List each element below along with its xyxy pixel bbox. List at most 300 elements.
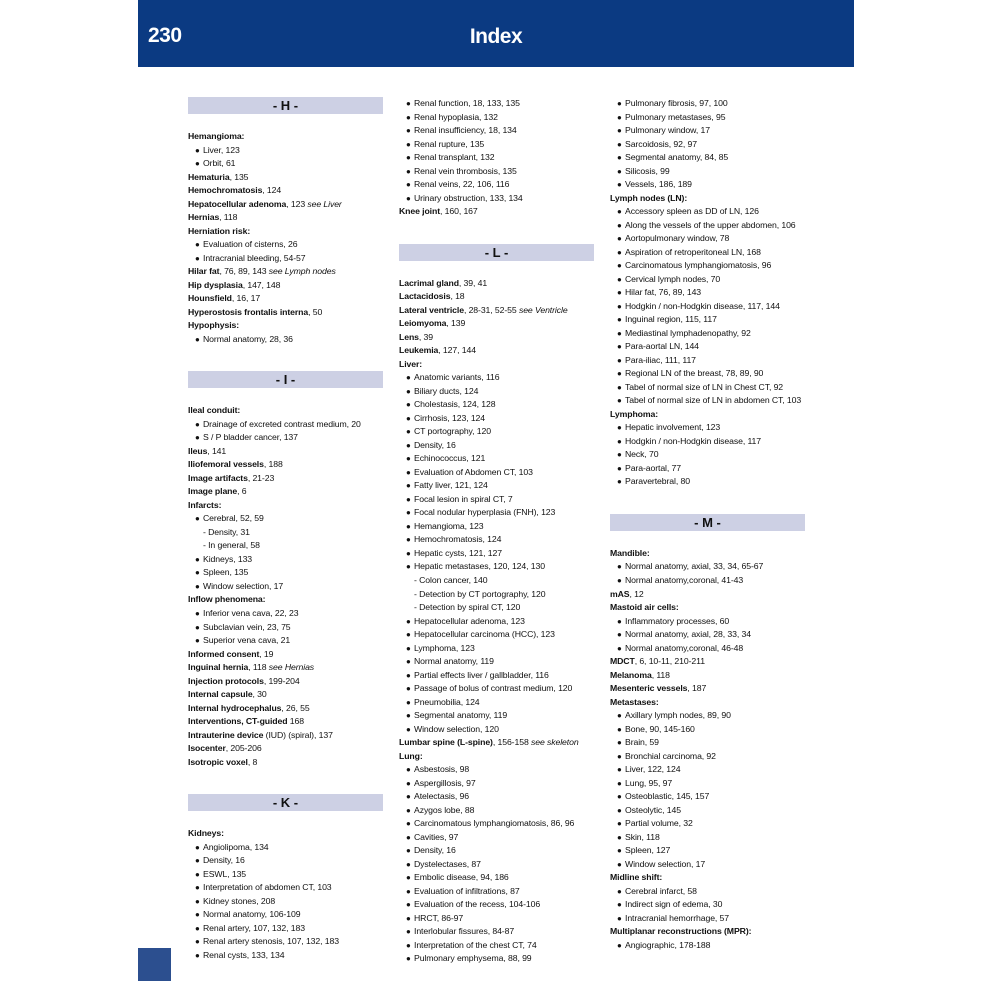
index-term: Lacrimal gland [399,277,459,288]
bullet-icon: ● [617,616,622,626]
index-subsubentry: - Detection by CT portography, 120 [414,588,546,599]
subentry-text: Regional LN of the breast, 78, 89, 90 [625,368,764,379]
subentry-text: Density, 16 [203,855,245,866]
subentry-text: Segmental anatomy, 119 [414,710,508,721]
index-term: Ileus [188,445,208,456]
section-header: - L - [399,244,594,261]
subentry-text: Inferior vena cava, 22, 23 [203,607,299,618]
subentry-text: Bronchial carcinoma, 92 [625,750,716,761]
bullet-icon: ● [406,166,411,176]
index-subentry [399,479,599,493]
bullet-icon: ● [406,832,411,842]
index-term: Inflow phenomena: [188,594,266,605]
index-entry [188,211,388,225]
subentry-text: Pulmonary window, 17 [625,125,710,136]
subentry-text: Normal anatomy, 106-109 [203,909,301,920]
subentry-text: Intracranial bleeding, 54-57 [203,252,306,263]
index-subentry [188,238,388,252]
bullet-icon: ● [406,657,411,667]
index-subentry [399,804,599,818]
bullet-icon: ● [406,153,411,163]
subentry-text: Normal anatomy, 28, 36 [203,333,293,344]
bullet-icon: ● [617,738,622,748]
page-corner-marker [138,948,171,981]
index-entry [399,317,599,331]
index-entry [188,729,388,743]
index-subentry [610,286,810,300]
index-pages: , 124 [262,185,282,196]
subentry-text: Normal anatomy, axial, 28, 33, 34 [625,629,751,640]
index-entry [188,225,388,239]
index-subentry [399,790,599,804]
index-subentry [610,219,810,233]
subentry-text: Renal vein thrombosis, 135 [414,165,517,176]
index-pages: , 26, 55 [281,702,310,713]
index-subentry [399,111,599,125]
subentry-text: Hilar fat, 76, 89, 143 [625,287,702,298]
index-subentry [188,881,388,895]
bullet-icon: ● [617,396,622,406]
index-subentry [399,885,599,899]
section-header: - M - [610,514,805,531]
index-subentry [399,425,599,439]
index-term: Iliofemoral vessels [188,459,264,470]
bullet-icon: ● [406,126,411,136]
bullet-icon: ● [406,180,411,190]
subentry-text: Drainage of excreted contrast medium, 20 [203,418,361,429]
bullet-icon: ● [617,792,622,802]
subentry-text: Tabel of normal size of LN in abdomen CT, 103 [625,395,802,406]
subentry-text: Hepatic cysts, 121, 127 [414,547,503,558]
index-term: Lateral ventricle [399,304,464,315]
bullet-icon: ● [195,240,200,250]
index-entry [188,648,388,662]
index-term: Lung: [399,750,423,761]
bullet-icon: ● [195,856,200,866]
subentry-text: Pulmonary fibrosis, 97, 100 [625,98,728,108]
subentry-text: Liver, 123 [203,144,240,155]
index-subentry [610,831,810,845]
bullet-icon: ● [195,159,200,169]
index-subentry [610,138,810,152]
section-header: - H - [188,97,383,114]
index-entry [610,925,810,939]
index-subentry [610,763,810,777]
bullet-icon: ● [195,896,200,906]
index-term: Intrauterine device [188,729,264,740]
index-term: Hyperostosis frontalis interna [188,306,309,317]
index-term: Melanoma [610,669,652,680]
subentry-text: Renal artery, 107, 132, 183 [203,922,305,933]
index-subentry [188,621,388,635]
subentry-text: Density, 16 [414,439,456,450]
index-subentry [188,922,388,936]
index-term: Hematuria [188,171,230,182]
subentry-text: Evaluation of infiltrations, 87 [414,885,520,896]
subentry-text: Evaluation of Abdomen CT, 103 [414,466,533,477]
index-subentry [610,151,810,165]
index-entry [188,265,388,279]
bullet-icon: ● [406,643,411,653]
index-entry [399,750,599,764]
subentry-text: Renal hypoplasia, 132 [414,111,498,122]
index-entry [399,205,599,219]
bullet-icon: ● [617,288,622,298]
subentry-text: Accessory spleen as DD of LN, 126 [625,206,759,217]
index-subentry [610,885,810,899]
index-pages: , 187 [687,683,707,694]
bullet-icon: ● [406,494,411,504]
subentry-text: Focal nodular hyperplasia (FNH), 123 [414,507,556,518]
index-term: Mastoid air cells: [610,602,679,613]
subentry-text: Neck, 70 [625,449,659,460]
index-term: Liver: [399,358,423,369]
bullet-icon: ● [617,328,622,338]
bullet-icon: ● [406,440,411,450]
index-pages: , 6 [237,486,247,497]
index-entry [188,306,388,320]
index-subentry [399,763,599,777]
bullet-icon: ● [406,697,411,707]
bullet-icon: ● [617,643,622,653]
index-subentry [399,97,599,111]
bullet-icon: ● [406,940,411,950]
index-subentry [188,580,388,594]
index-subentry [610,736,810,750]
index-subsubentry: - In general, 58 [203,540,260,551]
page-header [138,0,854,67]
index-pages: , 19 [259,648,274,659]
subentry-text: Atelectasis, 96 [414,791,469,802]
bullet-icon: ● [406,521,411,531]
subentry-text: Angiographic, 178-188 [625,939,711,950]
page-title: Index [469,25,523,48]
subentry-text: Axillary lymph nodes, 89, 90 [625,710,731,721]
index-pages: , 12 [629,588,644,599]
subentry-text: Aspergillosis, 97 [414,777,476,788]
index-subentry [610,804,810,818]
subentry-text: Window selection, 120 [414,723,499,734]
index-term: Inguinal hernia [188,662,249,673]
bullet-icon: ● [617,382,622,392]
subentry-text: HRCT, 86-97 [414,912,464,923]
bullet-icon: ● [406,670,411,680]
index-subentry [610,111,810,125]
subentry-text: Along the vessels of the upper abdomen, 106 [625,219,796,230]
index-subentry [399,696,599,710]
index-subentry [188,553,388,567]
subentry-text: Hepatocellular adenoma, 123 [414,615,525,626]
bullet-icon: ● [406,927,411,937]
subentry-text: Asbestosis, 98 [414,764,470,775]
subentry-text: Indirect sign of edema, 30 [625,899,723,910]
index-subentry [610,628,810,642]
bullet-icon: ● [617,859,622,869]
index-entry [610,871,810,885]
index-entry [188,198,388,212]
subentry-text: Partial volume, 32 [625,818,693,829]
index-pages: , 156-158 [492,737,531,748]
index-pages: , 123 [286,198,308,209]
subentry-text: Interpretation of abdomen CT, 103 [203,882,332,893]
index-entry [188,661,388,675]
subentry-text: Normal anatomy,coronal, 46-48 [625,642,744,653]
bullet-icon: ● [617,940,622,950]
index-pages: , 6, 10-11, 210-211 [634,656,705,667]
index-subentry [399,723,599,737]
bullet-icon: ● [406,724,411,734]
bullet-icon: ● [406,805,411,815]
subentry-text: ESWL, 135 [203,868,247,879]
index-subentry [399,439,599,453]
index-term: Internal capsule [188,689,253,700]
index-subentry [610,205,810,219]
subentry-text: Lung, 95, 97 [625,777,673,788]
bullet-icon: ● [406,859,411,869]
subentry-text: Paravertebral, 80 [625,476,690,487]
index-term: Hypophysis: [188,320,240,331]
bullet-icon: ● [195,842,200,852]
subentry-text: Inflammatory processes, 60 [625,615,730,626]
index-pages: , 135 [229,171,249,182]
see-reference: see Liver [307,198,342,209]
subentry-text: Liver, 122, 124 [625,764,681,775]
subentry-text: Aspiration of retroperitoneal LN, 168 [625,246,761,257]
index-entry [188,130,388,144]
index-entry [188,688,388,702]
index-subentry [399,138,599,152]
index-term: Lens [399,331,419,342]
index-entry [188,472,388,486]
index-subentry [399,642,599,656]
subentry-text: Inguinal region, 115, 117 [625,314,717,325]
index-subentry [399,952,599,966]
index-subentry [610,421,810,435]
bullet-icon: ● [617,436,622,446]
bullet-icon: ● [195,253,200,263]
subentry-text: Evaluation of cisterns, 26 [203,239,298,250]
index-pages: , 18 [450,291,465,302]
subentry-text: Anatomic variants, 116 [414,372,500,383]
bullet-icon: ● [406,193,411,203]
index-subentry [399,560,599,574]
subentry-text: Urinary obstruction, 133, 134 [414,192,523,203]
index-term: MDCT [610,656,635,667]
subentry-text: Interpretation of the chest CT, 74 [414,939,537,950]
index-term: Hemangioma: [188,131,245,141]
index-term: Mesenteric vessels [610,683,688,694]
bullet-icon: ● [406,886,411,896]
index-subentry [188,908,388,922]
bullet-icon: ● [406,386,411,396]
index-subsubentry: - Density, 31 [203,526,250,537]
index-entry [399,277,599,291]
index-subentry [399,858,599,872]
index-term: Hilar fat [188,266,220,277]
bullet-icon: ● [617,234,622,244]
subentry-text: Osteolytic, 145 [625,804,681,815]
index-subentry [610,844,810,858]
bullet-icon: ● [195,334,200,344]
index-entry [399,344,599,358]
index-subentry [188,634,388,648]
subentry-text: Angiolipoma, 134 [203,841,269,852]
bullet-icon: ● [617,562,622,572]
index-term: Hepatocellular adenoma [188,198,287,209]
index-entry [188,702,388,716]
index-subentry [610,615,810,629]
index-subentry [399,831,599,845]
index-subentry [399,912,599,926]
index-subentry [188,949,388,963]
bullet-icon: ● [406,819,411,829]
subentry-text: Focal lesion in spiral CT, 7 [414,493,513,504]
subentry-text: Interlobular fissures, 84-87 [414,926,515,937]
bullet-icon: ● [617,846,622,856]
bullet-icon: ● [195,636,200,646]
subentry-text: Renal artery stenosis, 107, 132, 183 [203,936,339,947]
subentry-text: Hepatic metastases, 120, 124, 130 [414,561,545,572]
index-subentry [188,252,388,266]
subentry-text: Fatty liver, 121, 124 [414,480,488,491]
index-term: Kidneys: [188,828,224,839]
subentry-text: CT portography, 120 [414,426,491,437]
subentry-text: Aortopulmonary window, 78 [625,233,730,244]
index-entry [188,171,388,185]
index-subentry [610,448,810,462]
index-entry [188,827,388,841]
index-entry [188,292,388,306]
index-subentry [399,898,599,912]
subentry-text: Renal insufficiency, 18, 134 [414,125,517,136]
subentry-text: Vessels, 186, 189 [625,179,692,190]
index-entry [188,499,388,513]
index-term: Internal hydrocephalus [188,702,282,713]
subentry-text: Para-aortal LN, 144 [625,341,699,352]
bullet-icon: ● [406,548,411,558]
index-subentry [399,398,599,412]
index-subentry [610,259,810,273]
subentry-text: Cerebral infarct, 58 [625,885,697,896]
bullet-icon: ● [406,413,411,423]
subentry-text: Partial effects liver / gallbladder, 116 [414,669,549,680]
index-entry [399,331,599,345]
index-term: Infarcts: [188,499,222,510]
subentry-text: Echinococcus, 121 [414,453,486,464]
index-subentry [610,273,810,287]
bullet-icon: ● [617,166,622,176]
bullet-icon: ● [195,419,200,429]
index-subentry [399,844,599,858]
index-subentry [610,300,810,314]
index-subentry [399,452,599,466]
index-subentry [188,512,388,526]
index-subentry [399,533,599,547]
bullet-icon: ● [195,554,200,564]
index-subentry [188,895,388,909]
subentry-text: Segmental anatomy, 84, 85 [625,152,729,163]
subentry-text: Skin, 118 [625,831,660,842]
index-subentry [399,165,599,179]
index-subentry [610,817,810,831]
bullet-icon: ● [617,805,622,815]
index-term: Informed consent [188,648,260,659]
index-pages: , 127, 144 [438,345,476,356]
index-pages: , 50 [308,306,323,317]
index-pages: , 8 [247,756,258,767]
index-subentry [610,232,810,246]
index-subentry [399,151,599,165]
bullet-icon: ● [406,846,411,856]
index-entry [188,756,388,770]
index-pages: , 199-204 [263,675,300,686]
bullet-icon: ● [406,630,411,640]
subentry-text: Embolic disease, 94, 186 [414,872,509,883]
index-subentry [399,669,599,683]
bullet-icon: ● [195,910,200,920]
index-subentry [610,381,810,395]
index-term: Hemochromatosis [188,185,263,196]
bullet-icon: ● [406,427,411,437]
index-subentry [610,912,810,926]
index-subsubentry: - Detection by spiral CT, 120 [414,602,521,613]
index-term: mAS [610,588,630,599]
bullet-icon: ● [617,711,622,721]
subentry-text: Kidneys, 133 [203,553,253,564]
bullet-icon: ● [617,630,622,640]
bullet-icon: ● [406,139,411,149]
subentry-text: Hodgkin / non-Hodgkin disease, 117, 144 [625,300,780,311]
subentry-text: Spleen, 135 [203,567,249,578]
bullet-icon: ● [617,369,622,379]
index-term: Hernias [188,212,220,223]
index-entry [399,290,599,304]
index-column-3 [610,97,810,952]
bullet-icon: ● [617,99,622,108]
subentry-text: Hepatocellular carcinoma (HCC), 123 [414,629,555,640]
index-subentry [399,192,599,206]
subentry-text: Cirrhosis, 123, 124 [414,412,486,423]
subentry-text: Tabel of normal size of LN in Chest CT, 92 [625,381,784,392]
index-subentry [610,124,810,138]
bullet-icon: ● [617,355,622,365]
subentry-text: Normal anatomy, 119 [414,656,494,667]
index-entry [610,601,810,615]
index-term: Lymph nodes (LN): [610,192,688,203]
subentry-text: Renal function, 18, 133, 135 [414,98,520,108]
index-pages: , 39 [418,331,433,342]
subentry-text: Orbit, 61 [203,158,236,169]
subentry-text: Spleen, 127 [625,845,671,856]
subentry-text: Azygos lobe, 88 [414,804,475,815]
index-pages: , 139 [446,318,466,329]
index-pages: (IUD) (spiral), 137 [263,729,333,740]
index-term: Lumbar spine (L-spine) [399,737,493,748]
index-pages: , 160, 167 [440,206,478,217]
bullet-icon: ● [406,873,411,883]
subentry-text: Intracranial hemorrhage, 57 [625,912,730,923]
index-entry [188,184,388,198]
index-subentry [188,157,388,171]
bullet-icon: ● [195,869,200,879]
subentry-text: Dystelectases, 87 [414,858,481,869]
index-pages: , 205-206 [225,743,262,754]
bullet-icon: ● [406,711,411,721]
see-reference: see Ventricle [518,304,568,315]
index-subentry [610,574,810,588]
index-subentry [399,871,599,885]
index-entry [610,192,810,206]
